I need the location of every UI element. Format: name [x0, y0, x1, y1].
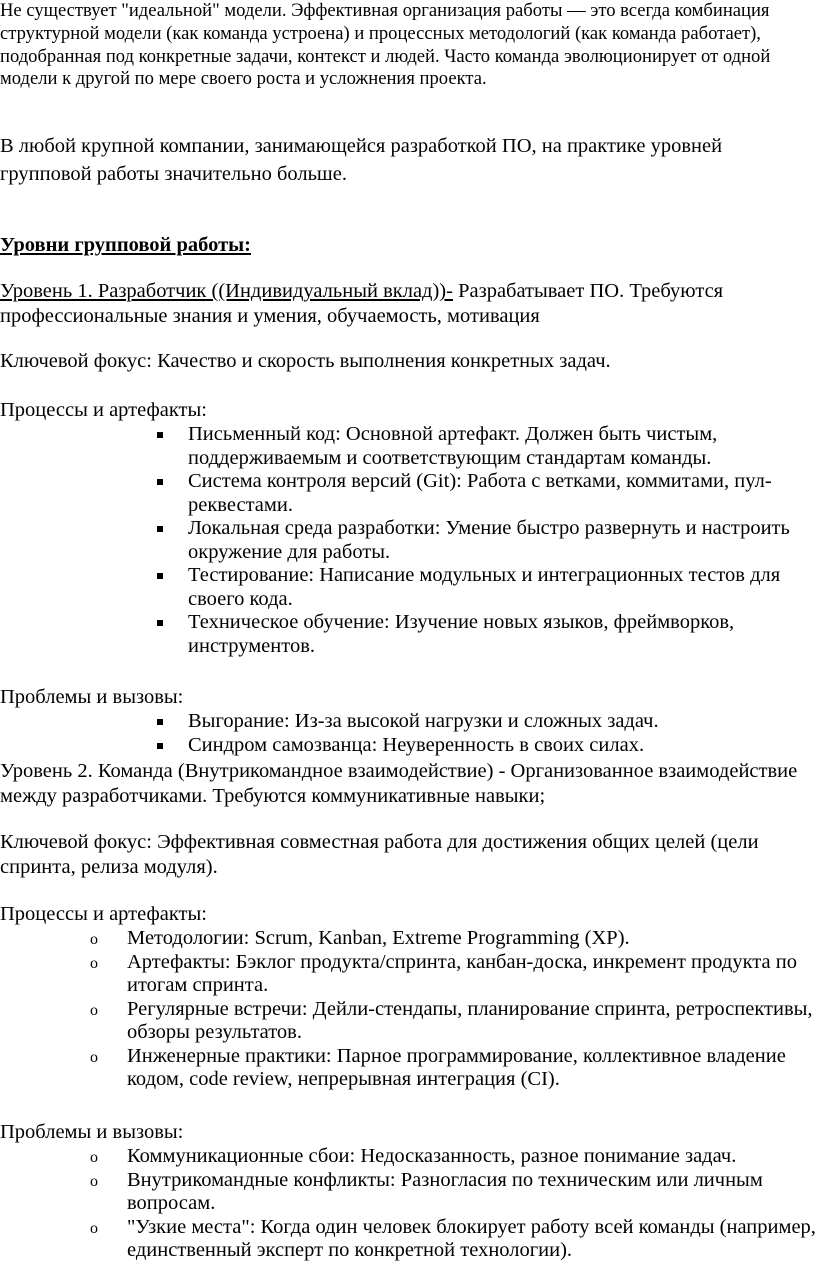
list-item: Локальная среда разработки: Умение быстро развернуть и настроить окружение для работы.	[188, 517, 800, 564]
level1-processes-label: Процессы и артефакты:	[0, 399, 207, 421]
level1-title: Уровень 1. Разработчик ((Индивидуальный вклад))-	[0, 280, 453, 302]
bullet-symbol: o	[90, 1149, 98, 1166]
list-item: o Коммуникационные сбои: Недосказанность, разное понимание задач.	[127, 1145, 816, 1169]
level2-focus: Ключевой фокус: Эффективная совместная работа для достижения общих целей (цели спринта, релиза модуля).	[0, 831, 759, 878]
level2-problems-list	[90, 1145, 816, 1263]
level2-problems-label: Проблемы и вызовы:	[0, 1121, 184, 1143]
level1-problems-label: Проблемы и вызовы:	[0, 686, 184, 708]
lead-paragraph: В любой крупной компании, занимающейся разработкой ПО, на практике уровней групповой работы значительно больше.	[0, 135, 723, 185]
list-item: o "Узкие места": Когда один человек блокирует работу всей команды (например, единственный эксперт по конкретной технологии).	[90, 1215, 816, 1261]
bullet-symbol: o	[90, 954, 98, 972]
list-item: Синдром самозванца: Неуверенность в своих силах.	[188, 734, 800, 758]
bullet-symbol: o	[90, 1048, 98, 1066]
bullet-symbol: o	[90, 1172, 98, 1190]
list-item: Письменный код: Основной артефакт. Должен быть чистым, поддерживаемым и соответствующим стандартам команды.	[188, 423, 800, 470]
level2-paragraph: Уровень 2. Команда (Внутрикомандное взаимодействие) - Организованное взаимодействие между разработчиками. Требуются коммуникативные навыки;	[0, 760, 798, 807]
list-item: Техническое обучение: Изучение новых языков, фреймворков, инструментов.	[188, 611, 800, 658]
level1-paragraph	[0, 279, 812, 329]
list-item: Система контроля версий (Git): Работа с ветками, коммитами, пул-реквестами.	[188, 470, 800, 517]
level1-processes-list	[188, 423, 800, 658]
intro-paragraph: Не существует "идеальной" модели. Эффективная организация работы — это всегда комбинация структурной модели (как команда устроена) и процессных методологий (как команда работает), подобранная под конкретные задачи, контекст и людей. Часто команда эволюционирует от одной модели к другой по мере своего роста и усложнения проекта.	[0, 0, 771, 90]
level1-description: Разрабатывает ПО. Требуются профессиональные знания и умения, обучаемость, мотивация	[0, 280, 724, 327]
bullet-symbol: o	[90, 931, 98, 948]
level2-processes-list	[90, 927, 816, 1092]
level2-processes-label: Процессы и артефакты:	[0, 903, 207, 925]
section-heading: Уровни групповой работы:	[0, 234, 252, 256]
bullet-symbol: o	[90, 1219, 98, 1237]
list-item: o Внутрикомандные конфликты: Разногласия по техническим или личным вопросам.	[90, 1168, 763, 1214]
list-item: Тестирование: Написание модульных и интеграционных тестов для своего кода.	[188, 564, 800, 611]
list-item: o Регулярные встречи: Дейли-стендапы, планирование спринта, ретроспективы, обзоры результатов.	[90, 997, 813, 1043]
level1-focus: Ключевой фокус: Качество и скорость выполнения конкретных задач.	[0, 350, 611, 372]
list-item: o Инженерные практики: Парное программирование, коллективное владение кодом, code review, непрерывная интеграция (CI).	[90, 1044, 786, 1090]
level1-problems-list	[188, 710, 800, 757]
bullet-symbol: o	[90, 1001, 98, 1019]
list-item: o Методологии: Scrum, Kanban, Extreme Programming (XP).	[127, 927, 816, 951]
list-item: Выгорание: Из-за высокой нагрузки и сложных задач.	[188, 710, 800, 734]
list-item: o Артефакты: Бэклог продукта/спринта, канбан-доска, инкремент продукта по итогам спринта.	[90, 950, 797, 996]
